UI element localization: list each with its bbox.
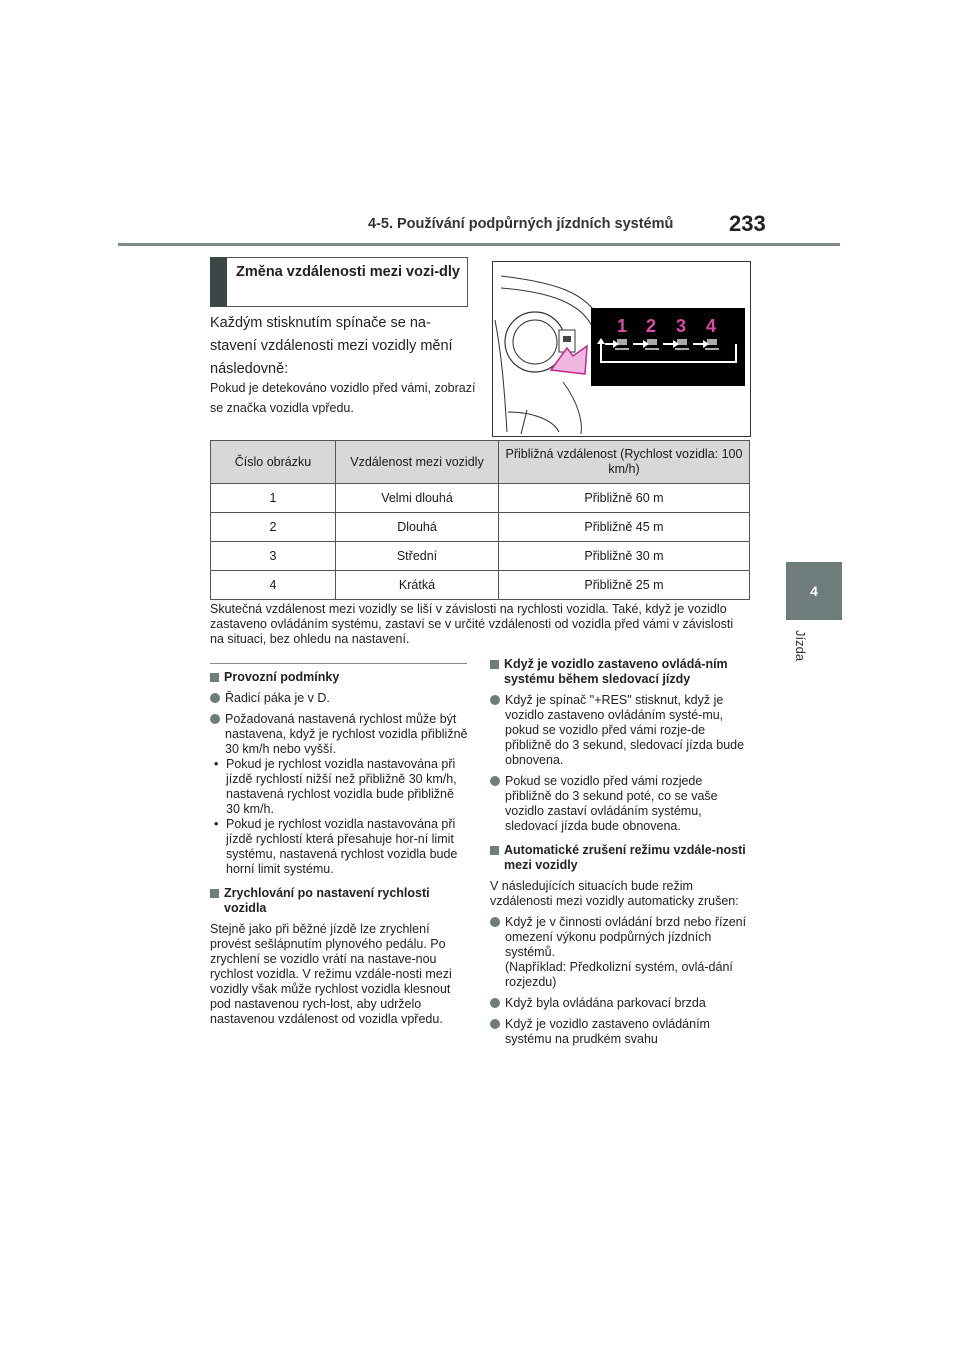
square-bullet-icon: [210, 673, 219, 682]
acceleration-paragraph: Stejně jako při běžné jízdě lze zrychlení provést sešlápnutím plynového pedálu. Po zrychlení se vozidlo vrátí na nastave-nou rychlost vozidla. V režimu vzdále-nosti mezi vozidly však může rychlost vozidla klesnout pod nastavenou rych-lost, aby udrželo nastavenou vzdálenost od vozidla vpředu.: [210, 922, 452, 1026]
table-cell: Krátká: [336, 571, 499, 600]
square-bullet-icon: [210, 889, 219, 898]
table-header-cell: Číslo obrázku: [211, 441, 336, 484]
left-column: [210, 664, 468, 1033]
chapter-label: Jízda: [793, 630, 808, 662]
sub-bullet-text: Pokud je rychlost vozidla nastavována při jízdě rychlostí která přesahuje hor-ní limit systému, nastavená rychlost vozidla bude horní limit systému.: [226, 817, 458, 876]
round-bullet-icon: [490, 1019, 500, 1029]
table-cell: 3: [211, 542, 336, 571]
heading-auto-cancel: [490, 843, 748, 873]
heading-text: Zrychlování po nastavení rychlosti vozidla: [224, 886, 430, 915]
table-cell: Přibližně 25 m: [499, 571, 750, 600]
bullet-text: Požadovaná nastavená rychlost může být nastavena, když je rychlost vozidla přibližně 30 km/h nebo vyšší.: [225, 712, 468, 756]
round-bullet-icon: [490, 998, 500, 1008]
distance-table: [210, 440, 750, 600]
bullet-text: Pokud se vozidlo před vámi rozjede přibližně do 3 sekund poté, co se vaše vozidlo zastaví ovládáním systému, sledovací jízda bude obnovena.: [505, 774, 718, 833]
table-cell: Přibližně 30 m: [499, 542, 750, 571]
section-title: Změna vzdálenosti mezi vozi-dly: [236, 264, 460, 280]
bullet-text: Řadicí páka je v D.: [225, 691, 330, 705]
table-header-cell: Vzdálenost mezi vozidly: [336, 441, 499, 484]
page-number: 233: [729, 211, 766, 236]
header-section-title: 4-5. Používání podpůrných jízdních systémů: [368, 216, 674, 232]
right-column: [490, 657, 748, 1053]
section-intro: Každým stisknutím spínače se na-stavení vzdálenosti mezi vozidly mění následovně:: [210, 315, 453, 377]
heading-acceleration: [210, 886, 468, 916]
heading-stopped-by-system: [490, 657, 748, 687]
square-bullet-icon: [490, 846, 499, 855]
bullet-item: [490, 915, 748, 960]
sub-bullet-item: • Pokud je rychlost vozidla nastavována při jízdě rychlostí nižší než přibližně 30 km/h, nastavená rychlost vozidla bude přibližně 30 km/h.: [214, 757, 468, 817]
bullet-item: [210, 691, 468, 706]
heading-operating-conditions: [210, 670, 468, 685]
round-bullet-icon: [210, 714, 220, 724]
round-bullet-icon: [490, 776, 500, 786]
table-row: [211, 513, 750, 542]
table-cell: Dlouhá: [336, 513, 499, 542]
round-bullet-icon: [490, 917, 500, 927]
table-header-row: [211, 441, 750, 484]
table-cell: 2: [211, 513, 336, 542]
table-row: [211, 571, 750, 600]
table-cell: 1: [211, 484, 336, 513]
chapter-tab: 4: [786, 562, 842, 620]
heading-text: Provozní podmínky: [224, 670, 340, 684]
table-row: [211, 542, 750, 571]
steering-switch-illustration: [492, 261, 751, 437]
table-header-cell: Přibližná vzdálenost (Rychlost vozidla: 100 km/h): [499, 441, 750, 484]
heading-text: Když je vozidlo zastaveno ovládá-ním systému během sledovací jízdy: [504, 657, 728, 686]
bullet-text: Když je spínač "+RES" stisknut, když je vozidlo zastaveno ovládáním systé-mu, pokud se vozidlo před vámi rozje-de přibližně do 3 sekund, sledovací jízda bude obnovena.: [505, 693, 745, 767]
bullet-item: [490, 693, 748, 768]
bullet-note: (Například: Předkolizní systém, ovlá-dání rozjezdu): [505, 960, 733, 989]
table-cell: Přibližně 45 m: [499, 513, 750, 542]
distance-label-3: 3: [676, 316, 687, 336]
bullet-item: [210, 712, 468, 757]
table-cell: Přibližně 60 m: [499, 484, 750, 513]
table-row: [211, 484, 750, 513]
distance-label-4: 4: [706, 316, 717, 336]
table-cell: 4: [211, 571, 336, 600]
table-cell: Střední: [336, 542, 499, 571]
table-cell: Velmi dlouhá: [336, 484, 499, 513]
heading-text: Automatické zrušení režimu vzdále-nosti mezi vozidly: [504, 843, 746, 872]
bullet-text: Když je v činnosti ovládání brzd nebo řízení omezení výkonu podpůrných jízdních systémů.: [505, 915, 747, 959]
section-title-bar: [210, 257, 227, 307]
bullet-item: [490, 774, 748, 834]
round-bullet-icon: [490, 695, 500, 705]
square-bullet-icon: [490, 660, 499, 669]
round-bullet-icon: [210, 693, 220, 703]
sub-bullet-item: • Pokud je rychlost vozidla nastavována při jízdě rychlostí která přesahuje hor-ní limit systému, nastavená rychlost vozidla bude horní limit systému.: [214, 817, 468, 877]
section-note: Pokud je detekováno vozidlo před vámi, zobrazí se značka vozidla vpředu.: [210, 381, 476, 415]
distance-label-1: 1: [617, 316, 628, 336]
header-divider: [118, 243, 840, 246]
sub-bullet-text: Pokud je rychlost vozidla nastavována při jízdě rychlostí nižší než přibližně 30 km/h, nastavená rychlost vozidla bude přibližně 30 km/h.: [226, 757, 457, 816]
bullet-item: [490, 996, 748, 1011]
bullet-text: Když byla ovládána parkovací brzda: [505, 996, 706, 1010]
bullet-text: Když je vozidlo zastaveno ovládáním systému na prudkém svahu: [505, 1017, 710, 1046]
distance-label-2: 2: [646, 316, 657, 336]
distance-note-paragraph: Skutečná vzdálenost mezi vozidly se liší v závislosti na rychlosti vozidla. Také, když je vozidlo zastaveno ovládáním systému, zastaví se v určité vzdálenosti od vozidla před vámi v závislosti na situaci, bez ohledu na nastavení.: [210, 602, 734, 646]
bullet-item: [490, 1017, 748, 1047]
auto-cancel-paragraph: V následujících situacích bude režim vzdálenosti mezi vozidly automaticky zrušen:: [490, 879, 739, 908]
